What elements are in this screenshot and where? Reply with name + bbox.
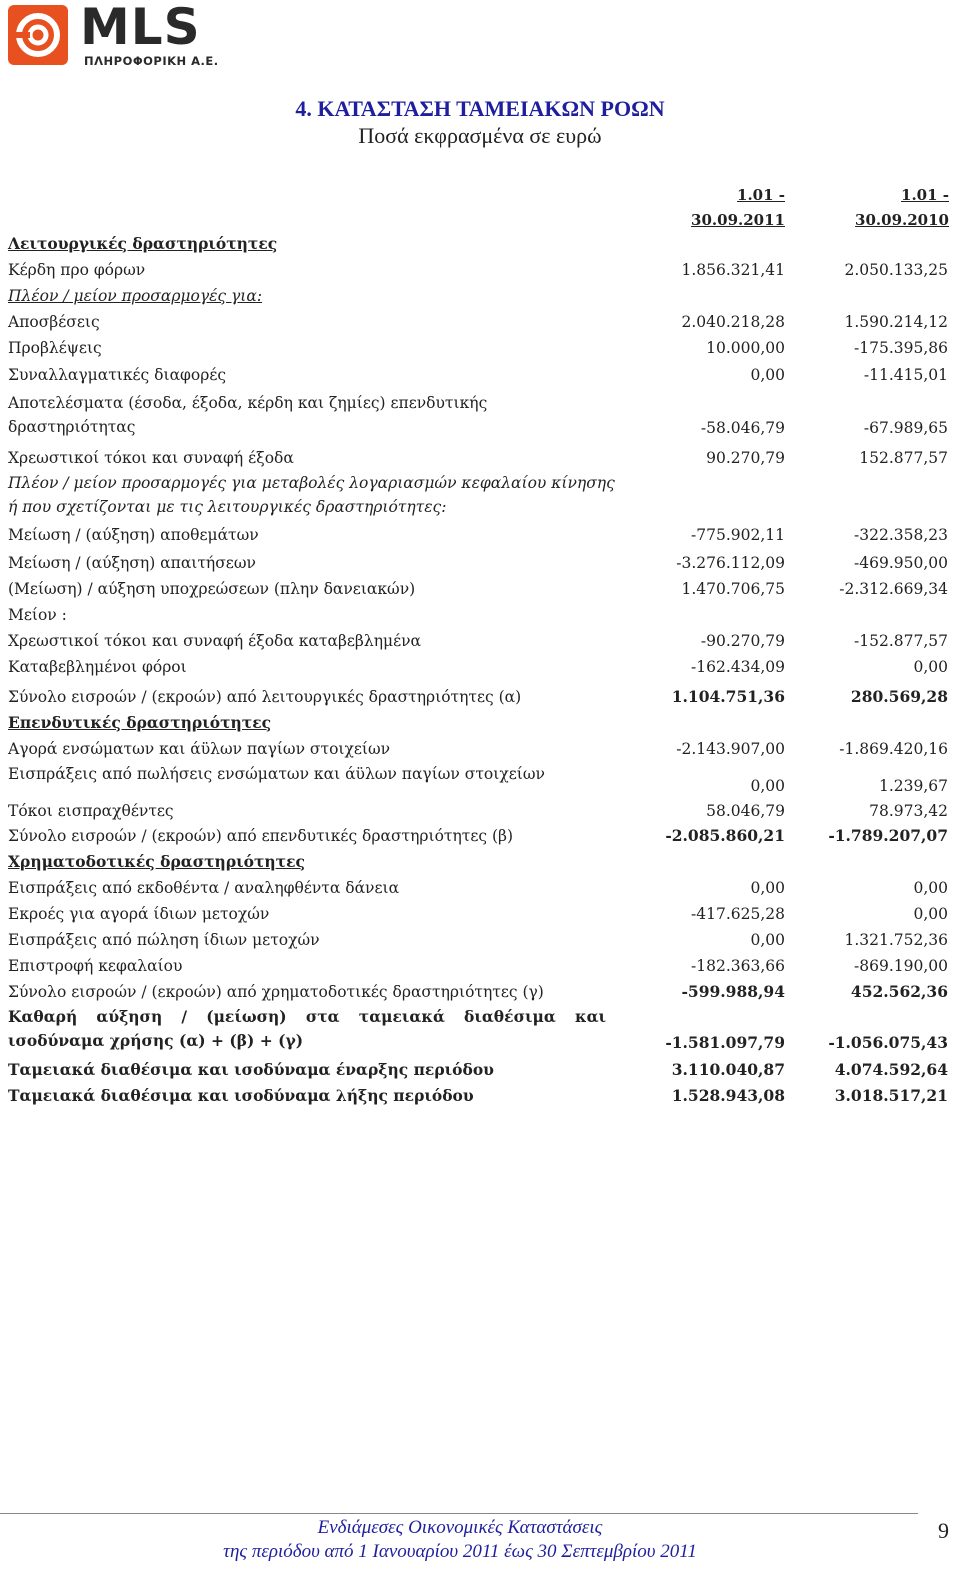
table-row	[8, 1058, 950, 1084]
value-2011: 0,00	[750, 931, 785, 949]
row-label: Εισπράξεις από πώληση ίδιων μετοχών	[8, 931, 320, 949]
table-row	[8, 876, 950, 902]
row-label: Σύνολο εισροών / (εκροών) από λειτουργικές δραστηριότητες (α)	[8, 688, 522, 706]
value-2011: 1.528.943,08	[671, 1086, 785, 1105]
value-2010: -469.950,00	[854, 554, 948, 572]
row-label: Τόκοι εισπραχθέντες	[8, 802, 174, 820]
table-row	[8, 902, 950, 928]
value-2010: 280.569,28	[850, 687, 948, 706]
value-2011: 0,00	[750, 366, 785, 384]
table-row	[8, 629, 950, 655]
table-row	[8, 1084, 950, 1110]
row-label: Προβλέψεις	[8, 339, 102, 357]
mls-logo-icon	[8, 5, 68, 65]
row-label: Λειτουργικές δραστηριότητες	[8, 234, 278, 253]
value-2010: 152.877,57	[859, 449, 948, 467]
table-row	[8, 980, 950, 1006]
row-label: Σύνολο εισροών / (εκροών) από χρηματοδοτικές δραστηριότητες (γ)	[8, 983, 544, 1001]
value-2011: 1.104.751,36	[671, 687, 785, 706]
value-2010: -2.312.669,34	[839, 580, 948, 598]
table-row	[8, 232, 950, 258]
table-row	[8, 523, 950, 549]
value-2010: 3.018.517,21	[834, 1086, 948, 1105]
row-label: Χρεωστικοί τόκοι και συναφή έξοδα	[8, 449, 294, 467]
table-row	[8, 284, 950, 310]
value-2010: -152.877,57	[854, 632, 948, 650]
value-2011: -58.046,79	[700, 419, 785, 437]
table-row	[8, 258, 950, 284]
row-label: Αποσβέσεις	[8, 313, 100, 331]
value-2010: 0,00	[913, 879, 948, 897]
row-label: Μείωση / (αύξηση) αποθεμάτων	[8, 526, 259, 544]
table-row	[8, 685, 950, 711]
value-2011: -599.988,94	[681, 982, 785, 1001]
value-2011: 0,00	[750, 879, 785, 897]
row-label: Καθαρή αύξηση / (μείωση) στα ταμειακά διαθέσιμα και ισοδύναμα χρήσης (α) + (β) + (γ)	[8, 1007, 606, 1050]
value-2010: -11.415,01	[863, 366, 948, 384]
value-2010: 2.050.133,25	[844, 261, 948, 279]
value-2011: -3.276.112,09	[676, 554, 785, 572]
table-row	[8, 363, 950, 389]
row-label: Εισπράξεις από εκδοθέντα / αναληφθέντα δάνεια	[8, 879, 400, 897]
table-row	[8, 799, 950, 825]
row-label: Αγορά ενσώματων και άϋλων παγίων στοιχείων	[8, 740, 391, 758]
company-logo	[6, 0, 236, 69]
logo-subtitle: ΠΛΗΡΟΦΟΡΙΚΗ Α.Ε.	[84, 54, 219, 68]
table-row	[8, 850, 950, 876]
page-title: 4. ΚΑΤΑΣΤΑΣΗ ΤΑΜΕΙΑΚΩΝ ΡΟΩΝ	[295, 96, 665, 121]
value-2010: -1.789.207,07	[828, 826, 948, 845]
value-2010: 0,00	[913, 658, 948, 676]
value-2010: 0,00	[913, 905, 948, 923]
row-label: Χρεωστικοί τόκοι και συναφή έξοδα καταβεβλημένα	[8, 632, 421, 650]
table-row	[8, 655, 950, 681]
table-row	[8, 577, 950, 603]
value-2011: -90.270,79	[700, 632, 785, 650]
row-label: Συναλλαγματικές διαφορές	[8, 366, 227, 384]
value-2011: 3.110.040,87	[671, 1060, 785, 1079]
logo-wordmark: MLS	[80, 0, 201, 56]
value-2011: -162.434,09	[691, 658, 785, 676]
value-2010: 1.239,67	[878, 777, 948, 795]
table-row	[8, 928, 950, 954]
row-label: Επενδυτικές δραστηριότητες	[8, 713, 272, 732]
value-2010: 78.973,42	[869, 802, 948, 820]
value-2011: -417.625,28	[691, 905, 785, 923]
footer-divider	[0, 1513, 918, 1514]
value-2010: -869.190,00	[854, 957, 948, 975]
footer	[0, 1516, 920, 1564]
value-2011: 90.270,79	[706, 449, 785, 467]
value-2011: 10.000,00	[706, 339, 785, 357]
table-row	[8, 551, 950, 577]
table-row	[8, 711, 950, 737]
column-header-2011: 1.01 - 30.09.2011	[691, 186, 785, 229]
row-label: (Μείωση) / αύξηση υποχρεώσεων (πλην δανειακών)	[8, 580, 416, 598]
row-label: Εκροές για αγορά ίδιων μετοχών	[8, 905, 270, 923]
value-2011: 1.470.706,75	[681, 580, 785, 598]
page-number: 9	[938, 1518, 949, 1543]
table-row	[8, 824, 950, 850]
value-2011: 58.046,79	[706, 802, 785, 820]
row-label: Ταμειακά διαθέσιμα και ισοδύναμα λήξης περιόδου	[8, 1086, 474, 1105]
value-2010: -1.056.075,43	[828, 1033, 948, 1052]
row-label: Μείον :	[8, 606, 67, 624]
value-2011: -1.581.097,79	[665, 1033, 785, 1052]
row-label: Κέρδη προ φόρων	[8, 261, 146, 279]
row-label: Σύνολο εισροών / (εκροών) από επενδυτικές δραστηριότητες (β)	[8, 827, 514, 845]
value-2011: -775.902,11	[691, 526, 785, 544]
value-2011: 1.856.321,41	[681, 261, 785, 279]
value-2010: 4.074.592,64	[834, 1060, 948, 1079]
value-2011: 2.040.218,28	[681, 313, 785, 331]
table-row	[8, 310, 950, 336]
row-label: Αποτελέσματα (έσοδα, έξοδα, κέρδη και ζημίες) επενδυτικής δραστηριότητας	[8, 394, 488, 436]
footer-line-1: Ενδιάμεσες Οικονομικές Καταστάσεις	[317, 1517, 603, 1538]
value-2011: -2.085.860,21	[665, 826, 785, 845]
row-label: Ταμειακά διαθέσιμα και ισοδύναμα έναρξης περιόδου	[8, 1060, 494, 1079]
footer-line-2: της περιόδου από 1 Ιανουαρίου 2011 έως 30 Σεπτεμβρίου 2011	[223, 1541, 697, 1562]
row-label: Χρηματοδοτικές δραστηριότητες	[8, 852, 305, 871]
value-2010: -322.358,23	[854, 526, 948, 544]
table-row	[8, 1005, 950, 1057]
value-2010: 1.590.214,12	[844, 313, 948, 331]
table-row	[8, 391, 950, 443]
row-label: Μείωση / (αύξηση) απαιτήσεων	[8, 554, 256, 572]
table-row	[8, 603, 950, 629]
table-row	[8, 446, 950, 472]
value-2010: -175.395,86	[854, 339, 948, 357]
row-label: Πλέον / μείον προσαρμογές για μεταβολές λογαριασμών κεφαλαίου κίνησης ή που σχετίζονται με τις λειτουργικές δραστηριότητες:	[8, 474, 615, 516]
row-label: Εισπράξεις από πωλήσεις ενσώματων και άϋλων παγίων στοιχείων	[8, 765, 545, 783]
value-2010: 1.321.752,36	[844, 931, 948, 949]
value-2010: -67.989,65	[863, 419, 948, 437]
value-2010: -1.869.420,16	[839, 740, 948, 758]
column-header-2010: 1.01 - 30.09.2010	[855, 186, 949, 229]
value-2011: -182.363,66	[691, 957, 785, 975]
table-row	[8, 954, 950, 980]
row-label: Επιστροφή κεφαλαίου	[8, 957, 183, 975]
value-2011: 0,00	[750, 777, 785, 795]
table-row	[8, 737, 950, 763]
table-row	[8, 471, 950, 523]
page-subtitle: Ποσά εκφρασμένα σε ευρώ	[358, 123, 602, 148]
value-2011: -2.143.907,00	[676, 740, 785, 758]
row-label: Πλέον / μείον προσαρμογές για:	[8, 287, 263, 305]
value-2010: 452.562,36	[850, 982, 948, 1001]
row-label: Καταβεβλημένοι φόροι	[8, 658, 187, 676]
table-row	[8, 336, 950, 362]
